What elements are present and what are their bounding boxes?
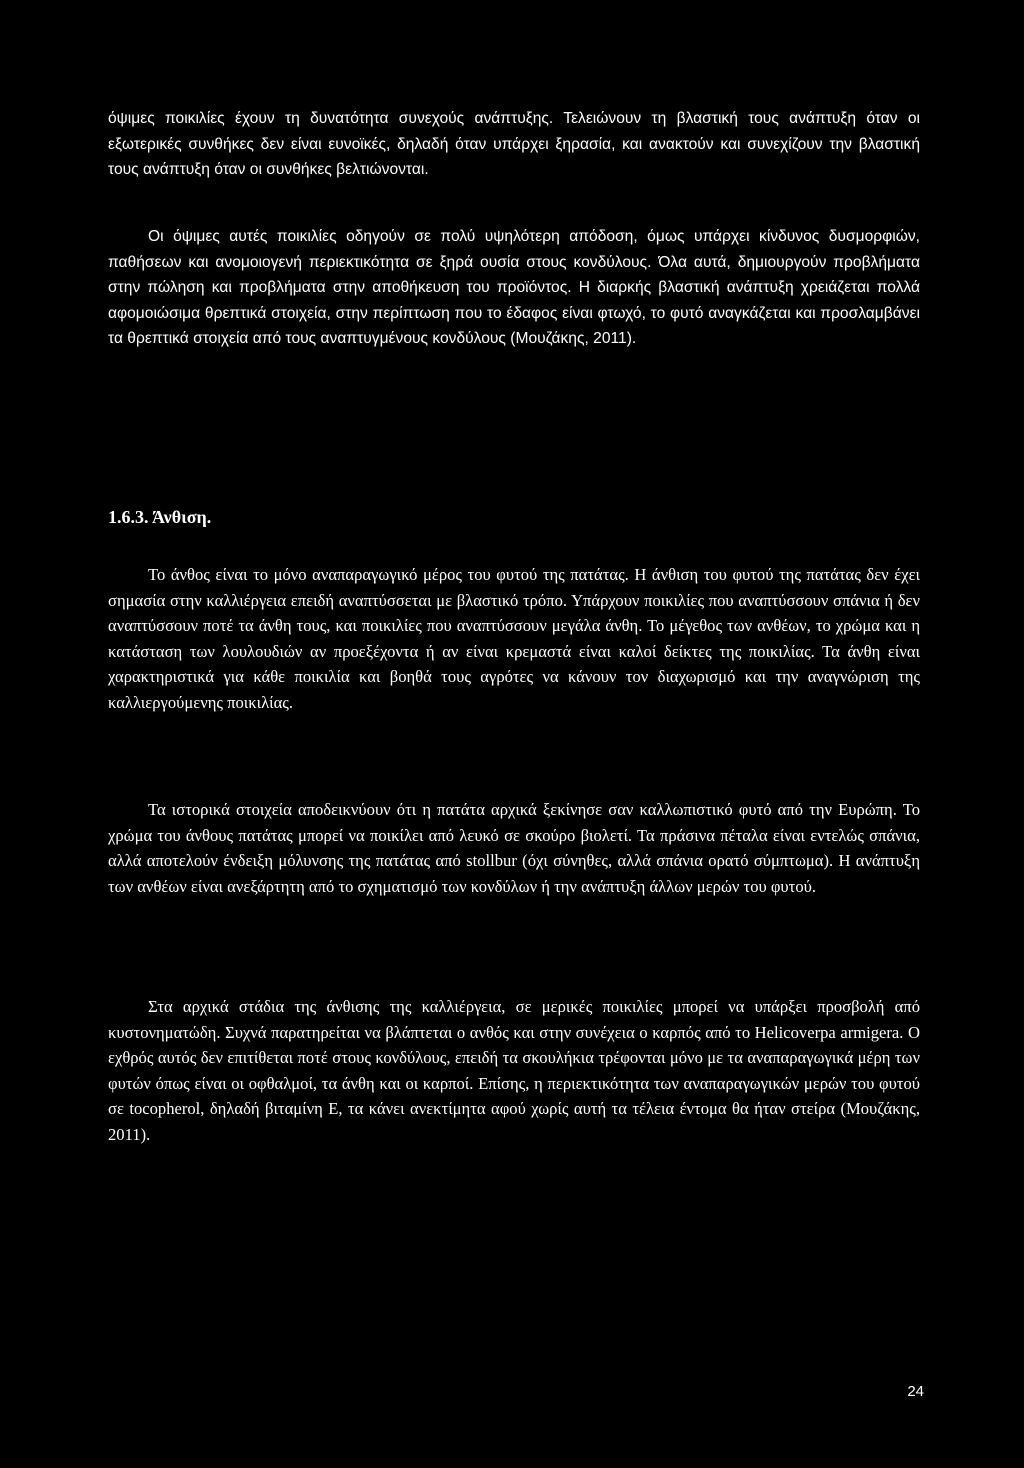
paragraph-text: όψιμες ποικιλίες έχουν τη δυνατότητα συνεχούς ανάπτυξης. Τελειώνουν τη βλαστική τους ανάπτυξη όταν οι εξωτερικές συνθήκες δεν είναι ευνοϊκές, δηλαδή όταν υπάρχει ξηρασία, και ανακτούν και συνεχίζουν την βλαστική τους ανάπτυξη όταν οι συνθήκες βελτιώνονται. [108,110,920,179]
paragraph-history [108,797,920,899]
section-heading: 1.6.3. Άνθιση. [108,507,212,527]
paragraph-text: Στα αρχικά στάδια της άνθισης της καλλιέργεια, σε μερικές ποικιλίες μπορεί να υπάρξει προσβολή από κυστονηματώδη. Συχνά παρατηρείται να βλάπτεται ο ανθός και στην συνέχεια ο καρπός από το Helicoverpa armigera. Ο εχθρός αυτός δεν επιτίθεται ποτέ στους κονδύλους, επειδή τα σκουλήκια τρέφονται μόνο με τα αναπαραγωγικά μέρη των φυτών όπως είναι οι οφθαλμοί, τα άνθη και οι καρποί. Επίσης, η περιεκτικότητα των αναπαραγωγικών μερών του φυτού σε tocopherol, δηλαδή βιταμίνη Ε, τα κάνει ανεκτίμητα αφού χωρίς αυτή τα τέλεια έντομα θα ήταν στείρα (Μουζάκης, 2011). [108,997,920,1144]
paragraph-continuation [108,106,920,183]
paragraph-pests [108,994,920,1148]
page-number: 24 [907,1383,924,1400]
paragraph-text: Το άνθος είναι το μόνο αναπαραγωγικό μέρος του φυτού της πατάτας. Η άνθιση του φυτού της πατάτας δεν έχει σημασία στην καλλιέργεια επειδή αναπτύσσεται με βλαστικό τρόπο. Υπάρχουν ποικιλίες που αναπτύσσουν σπάνια ή δεν αναπτύσσουν ποτέ τα άνθη τους, και ποικιλίες που αναπτύσσουν μεγάλα άνθη. Το μέγεθος των ανθέων, το χρώμα και η κατάσταση των λουλουδιών αν προεξέχοντα ή αν είναι κρεμαστά είναι καλοί δείκτες της ποικιλίας. Τα άνθη είναι χαρακτηριστικά για κάθε ποικιλία και βοηθά τους αγρότες να κάνουν τον διαχωρισμό και την αναγνώριση της καλλιεργούμενης ποικιλίας. [108,565,920,712]
paragraph-late-varieties [108,224,920,352]
paragraph-flowering [108,562,920,716]
paragraph-text: Οι όψιμες αυτές ποικιλίες οδηγούν σε πολύ υψηλότερη απόδοση, όμως υπάρχει κίνδυνος δυσμορφιών, παθήσεων και ανομοιογενή περιεκτικότητα σε ξηρά ουσία στους κονδύλους. Όλα αυτά, δημιουργούν προβλήματα στην πώληση και προβλήματα στην αποθήκευση του προϊόντος. Η διαρκής βλαστική ανάπτυξη χρειάζεται πολλά αφομοιώσιμα θρεπτικά στοιχεία, στην περίπτωση που το έδαφος είναι φτωχό, το φυτό αναγκάζεται και προσλαμβάνει τα θρεπτικά στοιχεία από τους αναπτυγμένους κονδύλους (Μουζάκης, 2011). [108,228,920,348]
paragraph-text: Τα ιστορικά στοιχεία αποδεικνύουν ότι η πατάτα αρχικά ξεκίνησε σαν καλλωπιστικό φυτό από την Ευρώπη. Το χρώμα του άνθους πατάτας μπορεί να ποικίλει από λευκό σε σκούρο βιολετί. Τα πράσινα πέταλα είναι εντελώς σπάνια, αλλά αποτελούν ένδειξη μόλυνσης της πατάτας από stollbur (όχι σύνηθες, αλλά σπάνια ορατό σύμπτωμα). Η ανάπτυξη των ανθέων είναι ανεξάρτητη από το σχηματισμό των κονδύλων ή την ανάπτυξη άλλων μερών του φυτού. [108,800,920,896]
